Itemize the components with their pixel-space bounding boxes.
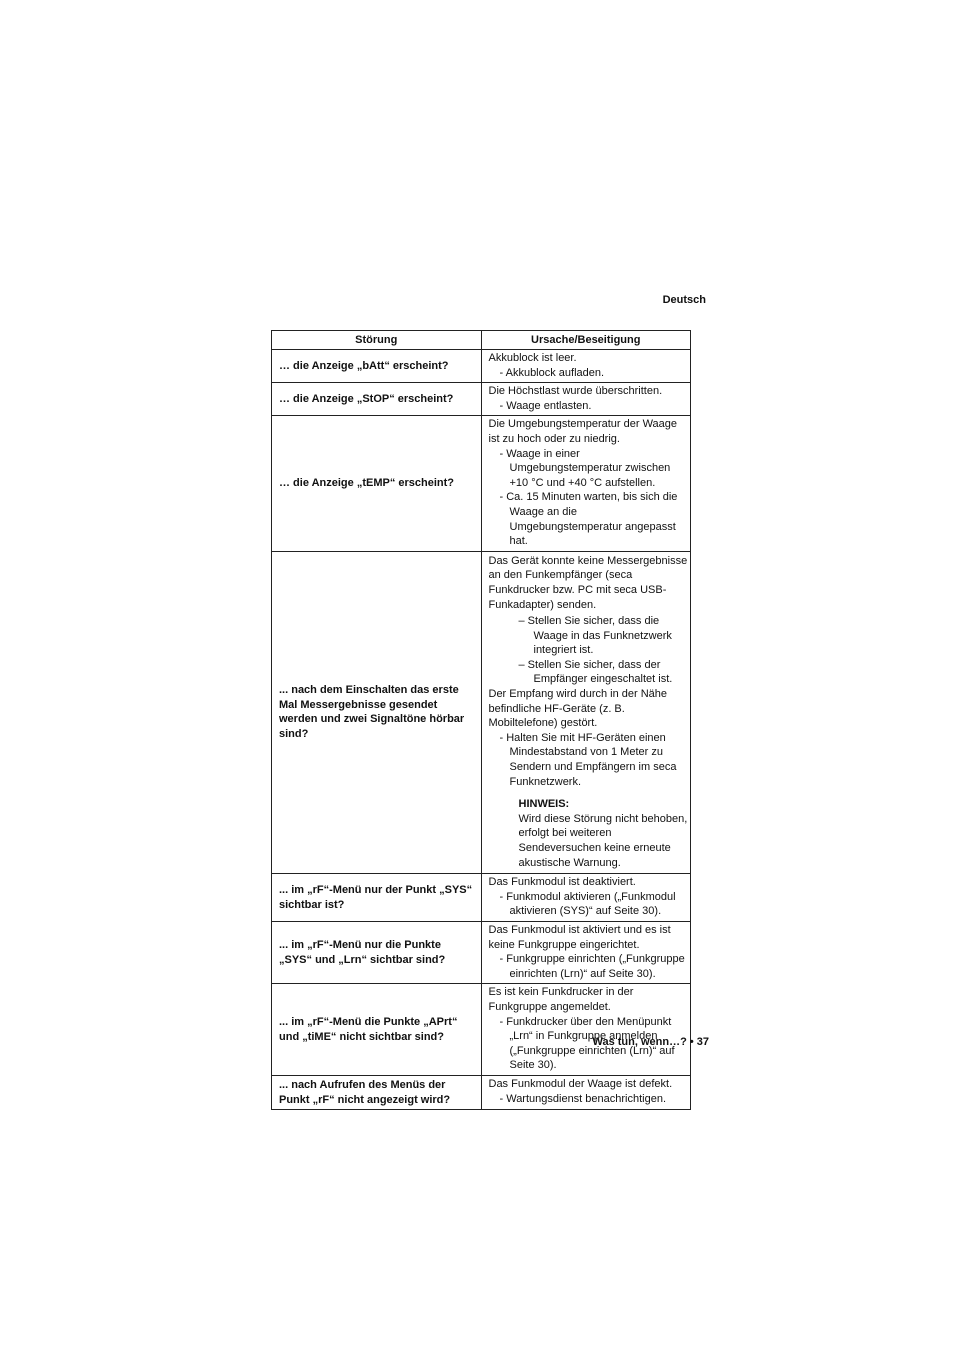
cause-cell xyxy=(481,874,691,922)
table-row xyxy=(272,416,691,551)
column-header-cause: Ursache/Beseitigung xyxy=(481,331,691,350)
cause-text: Die Höchstlast wurde überschritten. xyxy=(488,385,663,398)
remedy-step: - Funkmodul aktivieren („Funkmodul aktivieren (SYS)“ auf Seite 30). xyxy=(499,890,676,918)
fault-cell: ... nach Aufrufen des Menüs der Punkt „rF“ nicht angezeigt wird? xyxy=(272,1075,482,1109)
note-box xyxy=(489,797,689,870)
remedy-step: - Funkgruppe einrichten („Funkgruppe einrichten (Lrn)“ auf Seite 30). xyxy=(499,953,685,980)
remedy-step: - Waage entlasten. xyxy=(499,399,592,412)
column-header-fault: Störung xyxy=(272,331,482,350)
cause-cell xyxy=(481,350,691,383)
cause-cell xyxy=(481,416,691,551)
table-row xyxy=(272,383,691,416)
cause-text: Das Funkmodul ist deaktiviert. xyxy=(488,876,636,889)
cause-cell xyxy=(481,551,691,873)
cause-text: Es ist kein Funkdrucker in der Funkgruppe angemeldet. xyxy=(488,986,634,1013)
cause-cell xyxy=(481,383,691,416)
note-text: Wird diese Störung nicht behoben, erfolgt bei weiteren Sendeversuchen keine erneute akustische Warnung. xyxy=(518,812,688,869)
remedy-step: - Akkublock aufladen. xyxy=(499,366,605,379)
cause-cell xyxy=(481,984,691,1076)
cause-text: Das Funkmodul ist aktiviert und es ist keine Funkgruppe eingerichtet. xyxy=(488,923,671,951)
fault-cell: … die Anzeige „bAtt“ erscheint? xyxy=(272,350,482,383)
remedy-step: - Funkdrucker über den Menüpunkt „Lrn“ in Funkgruppe anmelden („Funkgruppe einrichten (Lrn)“ auf Seite 30). xyxy=(499,1015,675,1072)
cause-text: Akkublock ist leer. xyxy=(488,352,577,364)
cause-text: Das Funkmodul der Waage ist defekt. xyxy=(488,1078,673,1091)
cause-text: Der Empfang wird durch in der Nähe befindliche HF-Geräte (z. B. Mobiltelefone) gestört. xyxy=(488,688,668,730)
fault-cell: ... nach dem Einschalten das erste Mal Messergebnisse gesendet werden und zwei Signaltöne hörbar sind? xyxy=(272,551,482,873)
remedy-step: - Waage in einer Umgebungstemperatur zwischen +10 °C und +40 °C aufstellen. xyxy=(499,447,671,489)
fault-cell: ... im „rF“-Menü nur die Punkte „SYS“ und „Lrn“ sichtbar sind? xyxy=(272,921,482,983)
fault-cell: ... im „rF“-Menü die Punkte „APrt“ und „tiME“ nicht sichtbar sind? xyxy=(272,984,482,1076)
table-row xyxy=(272,551,691,873)
check-item: – Stellen Sie sicher, dass die Waage in das Funknetzwerk integriert ist. xyxy=(518,615,672,657)
table-row xyxy=(272,984,691,1076)
table-row xyxy=(272,874,691,922)
table-row xyxy=(272,1075,691,1109)
troubleshooting-table xyxy=(271,330,691,1110)
fault-cell: … die Anzeige „tEMP“ erscheint? xyxy=(272,416,482,551)
note-title: HINWEIS: xyxy=(518,798,570,811)
fault-cell: … die Anzeige „StOP“ erscheint? xyxy=(272,383,482,416)
table-row xyxy=(272,350,691,383)
fault-cell: ... im „rF“-Menü nur der Punkt „SYS“ sichtbar ist? xyxy=(272,874,482,922)
cause-cell xyxy=(481,921,691,983)
cause-text: Die Umgebungstemperatur der Waage ist zu hoch oder zu niedrig. xyxy=(488,418,678,445)
remedy-step: - Halten Sie mit HF-Geräten einen Mindestabstand von 1 Meter zu Sendern und Empfängern im seca Funknetzwerk. xyxy=(499,731,677,788)
cause-text: Das Gerät konnte keine Messergebnisse an den Funkempfänger (seca Funkdrucker bzw. PC mit seca USB-Funkadapter) senden. xyxy=(488,554,688,611)
page-footer: Was tun, wenn…? • 37 xyxy=(592,1036,709,1048)
check-item: – Stellen Sie sicher, dass der Empfänger eingeschaltet ist. xyxy=(518,658,673,686)
table-header-row xyxy=(272,331,691,350)
header-language: Deutsch xyxy=(662,294,706,306)
table-row xyxy=(272,921,691,983)
remedy-step: - Ca. 15 Minuten warten, bis sich die Waage an die Umgebungstemperatur angepasst hat. xyxy=(499,491,678,548)
cause-cell xyxy=(481,1075,691,1109)
remedy-step: - Wartungsdienst benachrichtigen. xyxy=(499,1093,667,1105)
